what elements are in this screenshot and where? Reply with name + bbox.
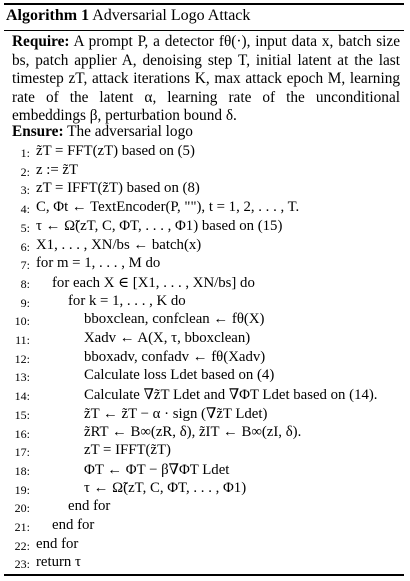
line-number: 9: — [20, 295, 30, 310]
require-block — [12, 33, 400, 126]
line-text: X1, . . . , XN/bs ← batch(x) — [36, 236, 202, 253]
line-number: 16: — [14, 426, 30, 441]
bottom-rule — [4, 574, 404, 576]
line-number: 12: — [14, 351, 30, 366]
line-text: zT = IFFT(z̃T) — [84, 442, 171, 459]
ensure-keyword: Ensure: — [12, 123, 64, 140]
line-number: 11: — [15, 333, 30, 347]
line-number: 4: — [20, 202, 30, 217]
line-number: 6: — [20, 239, 30, 254]
line-text: bboxclean, confclean ← fθ(X) — [84, 311, 265, 328]
algorithm-title — [6, 7, 250, 25]
line-number: 14: — [14, 389, 30, 404]
line-text: for each X ∈ [X1, . . . , XN/bs] do — [52, 274, 255, 291]
line-number: 3: — [20, 183, 30, 198]
line-text: z̃RT ← B∞(zR, δ), z̃IT ← B∞(zI, δ). — [84, 423, 302, 440]
line-number: 21: — [14, 520, 30, 534]
line-number: 8: — [20, 276, 30, 291]
ensure-block — [12, 123, 193, 141]
line-text: for k = 1, . . . , K do — [68, 292, 186, 309]
line-text: zT = IFFT(z̃T) based on (8) — [36, 180, 200, 197]
line-text: τ ← Ω̃(zT, C, ΦT, . . . , Φ1) based on (15) — [36, 217, 283, 234]
line-number: 7: — [20, 258, 30, 273]
line-text: Calculate ∇z̃T Ldet and ∇ΦT Ldet based on (14). — [84, 387, 378, 404]
line-number: 20: — [14, 501, 30, 516]
algorithm-name: Adversarial Logo Attack — [92, 7, 251, 24]
line-text: z := z̃T — [36, 161, 79, 178]
line-text: bboxadv, confadv ← fθ(Xadv) — [84, 348, 266, 365]
require-text: A prompt P, a detector fθ(·), input data x, batch size bs, patch applier A, denoising step T, initial latent at the last timestep zT, attack iterations K, max attack epoch M, learning rate of the latent α, learning rate of the unconditional embeddings β, perturbation bound δ. — [12, 33, 400, 125]
line-number: 22: — [14, 538, 30, 553]
top-rule — [4, 3, 404, 5]
line-text: for m = 1, . . . , M do — [36, 255, 161, 272]
line-number: 5: — [20, 220, 30, 235]
line-text: end for — [36, 535, 79, 552]
line-number: 17: — [14, 445, 30, 460]
line-text: z̃T = FFT(zT) based on (5) — [36, 143, 195, 159]
line-number: 23: — [14, 557, 30, 572]
line-text: ΦT ← ΦT − β∇ΦT Ldet — [84, 461, 230, 478]
line-number: 19: — [14, 482, 30, 497]
require-keyword: Require: — [12, 33, 70, 50]
title-rule — [4, 30, 404, 31]
line-text: end for — [52, 517, 95, 533]
line-number: 15: — [14, 407, 30, 422]
line-text: Calculate loss Ldet based on (4) — [84, 367, 275, 384]
line-number: 1: — [20, 146, 30, 160]
line-text: τ ← Ω̃(zT, C, ΦT, . . . , Φ1) — [84, 479, 247, 496]
line-number: 2: — [20, 164, 30, 179]
ensure-text: The adversarial logo — [67, 123, 193, 140]
line-number: 13: — [14, 370, 30, 385]
line-text: Xadv ← A(X, τ, bboxclean) — [84, 330, 251, 346]
line-number: 18: — [14, 463, 30, 478]
line-number: 10: — [14, 314, 30, 329]
algorithm-label: Algorithm 1 — [6, 7, 90, 24]
line-text: end for — [68, 498, 111, 515]
algorithm-block — [4, 3, 404, 575]
line-text: z̃T ← z̃T − α · sign (∇z̃T Ldet) — [84, 405, 268, 422]
line-text: C, Φt ← TextEncoder(P, ""), t = 1, 2, . . . , T. — [36, 199, 300, 216]
line-text: return τ — [36, 554, 81, 571]
